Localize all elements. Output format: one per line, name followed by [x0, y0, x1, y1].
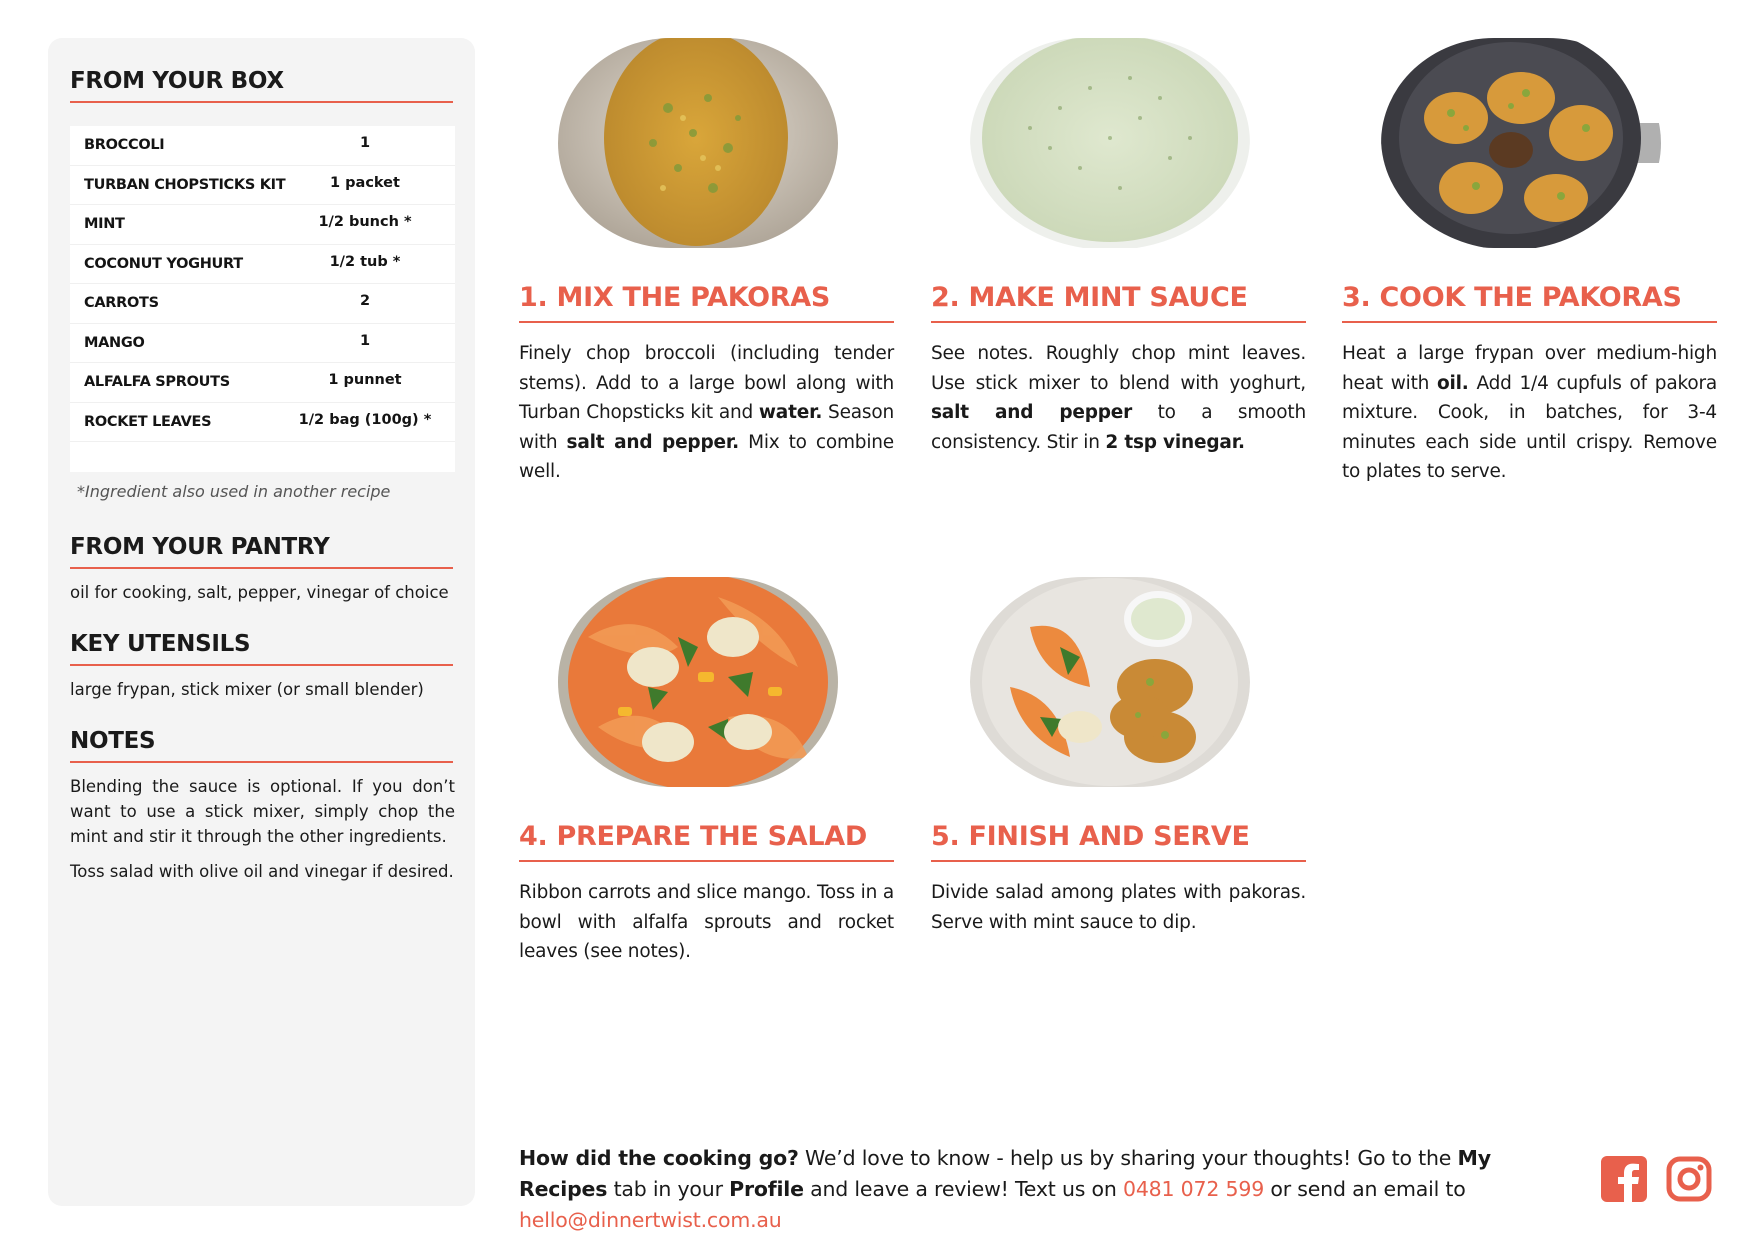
ingredient-note: *Ingredient also used in another recipe — [77, 482, 391, 501]
step-4-instructions — [519, 878, 894, 967]
phone-link[interactable]: 0481 072 599 — [1123, 1177, 1265, 1201]
step-text: Divide salad among plates with pakoras. Serve with mint sauce to dip. — [931, 882, 1306, 933]
step-2-photo — [970, 38, 1250, 248]
step-1-title: 1. MIX THE PAKORAS — [519, 282, 894, 323]
ingredient-row — [70, 205, 455, 245]
ingredient-qty: 2 — [359, 293, 371, 309]
ingredients-panel — [48, 38, 475, 1206]
step-5-instructions — [931, 878, 1306, 937]
ingredient-name: BROCCOLI — [84, 137, 165, 153]
step-text: Add 1/4 cupfuls of pakora mixture. Cook, in batches, for 3-4 minutes each side until crispy. Remove to plates to serve. — [1342, 372, 1717, 482]
footer-text: tab in your — [607, 1177, 730, 1201]
step-text-bold: oil. — [1437, 372, 1469, 394]
step-5-photo — [970, 577, 1250, 787]
step-1-photo — [558, 38, 838, 248]
step-text: Mix to combine well. — [519, 431, 894, 482]
ingredient-qty: 1 — [359, 332, 371, 349]
ingredient-name: TURBAN CHOPSTICKS KIT — [84, 176, 286, 193]
ingredient-row — [70, 166, 455, 206]
footer-text: and leave a review! Text us on — [803, 1177, 1123, 1201]
ingredient-row — [70, 245, 455, 285]
footer-text: We’d love to know - help us by sharing your thoughts! Go to the — [798, 1146, 1458, 1170]
ingredient-qty: 1/2 bag (100g) * — [298, 411, 432, 428]
step-5 — [931, 577, 1306, 937]
utensils-text: large frypan, stick mixer (or small blender) — [70, 680, 424, 699]
step-2-title: 2. MAKE MINT SAUCE — [931, 282, 1306, 323]
step-text: See notes. Roughly chop mint leaves. Use stick mixer to blend with yoghurt, — [931, 343, 1306, 394]
served-plate-image — [970, 577, 1250, 787]
ingredient-qty: 1 packet — [330, 174, 400, 191]
ingredient-qty: 1 punnet — [328, 372, 402, 388]
note-paragraph: Toss salad with olive oil and vinegar if desired. — [70, 862, 454, 881]
ingredient-name: CARROTS — [84, 295, 159, 311]
ingredient-row — [70, 284, 455, 324]
ingredient-name: ALFALFA SPROUTS — [84, 374, 230, 390]
step-text-bold: water. — [758, 402, 823, 423]
step-text: Ribbon carrots and slice mango. Toss in a bowl with alfalfa sprouts and rocket leaves (see notes). — [519, 882, 894, 962]
notes-text — [70, 774, 455, 894]
step-text-bold: salt and pepper. — [566, 431, 739, 453]
email-link[interactable]: hello@dinnertwist.com.au — [519, 1208, 782, 1232]
ingredient-qty: 1 — [359, 135, 371, 151]
notes-heading: NOTES — [70, 728, 453, 763]
feedback-footer — [519, 1143, 1579, 1236]
ingredient-row — [70, 363, 455, 403]
step-text: Season with — [519, 402, 895, 453]
key-utensils-heading: KEY UTENSILS — [70, 631, 453, 666]
step-3-photo — [1381, 38, 1661, 248]
ingredient-row — [70, 126, 455, 166]
step-1-instructions — [519, 339, 894, 487]
from-your-box-heading: FROM YOUR BOX — [70, 68, 453, 103]
step-4-title: 4. PREPARE THE SALAD — [519, 821, 894, 862]
step-2 — [931, 38, 1306, 457]
step-4-photo — [558, 577, 838, 787]
pantry-text: oil for cooking, salt, pepper, vinegar of choice — [70, 583, 449, 602]
step-text: Heat a large frypan over medium-high heat with — [1342, 343, 1717, 394]
step-1 — [519, 38, 894, 487]
ingredient-row — [70, 403, 455, 443]
step-3 — [1342, 38, 1717, 487]
ingredient-name: ROCKET LEAVES — [84, 413, 212, 430]
mint-sauce-bowl-image — [970, 38, 1250, 248]
ingredient-qty: 1/2 tub * — [329, 253, 401, 270]
note-paragraph: Blending the sauce is optional. If you don’t want to use a stick mixer, simply chop the mint and stir it through the other ingredients. — [70, 777, 455, 846]
profile-label: Profile — [729, 1177, 804, 1201]
instagram-icon[interactable] — [1666, 1156, 1712, 1202]
ingredient-name: MINT — [84, 216, 125, 232]
step-3-title: 3. COOK THE PAKORAS — [1342, 282, 1717, 323]
ingredients-table — [70, 126, 455, 472]
my-recipes-label: My Recipes — [519, 1146, 1491, 1201]
step-5-title: 5. FINISH AND SERVE — [931, 821, 1306, 862]
step-3-instructions — [1342, 339, 1717, 487]
facebook-icon[interactable] — [1601, 1156, 1647, 1202]
pakora-mixture-bowl-image — [558, 38, 838, 248]
from-your-pantry-heading: FROM YOUR PANTRY — [70, 534, 453, 569]
ingredient-name: MANGO — [84, 334, 145, 351]
step-text: to a smooth consistency. Stir in — [931, 402, 1306, 453]
pakoras-frying-pan-image — [1381, 38, 1661, 248]
step-text: Finely chop broccoli (including tender stems). Add to a large bowl along with Turban Chopsticks kit and — [519, 343, 894, 423]
feedback-question: How did the cooking go? — [519, 1146, 799, 1170]
salad-bowl-image — [558, 577, 838, 787]
step-4 — [519, 577, 894, 967]
ingredient-name: COCONUT YOGHURT — [84, 255, 243, 272]
step-2-instructions — [931, 339, 1306, 457]
step-text-bold: salt and pepper — [931, 402, 1133, 423]
ingredient-row — [70, 324, 455, 364]
step-text-bold: 2 tsp vinegar. — [1105, 431, 1245, 453]
footer-text: or send an email to — [1264, 1177, 1466, 1201]
ingredient-qty: 1/2 bunch * — [318, 214, 412, 230]
